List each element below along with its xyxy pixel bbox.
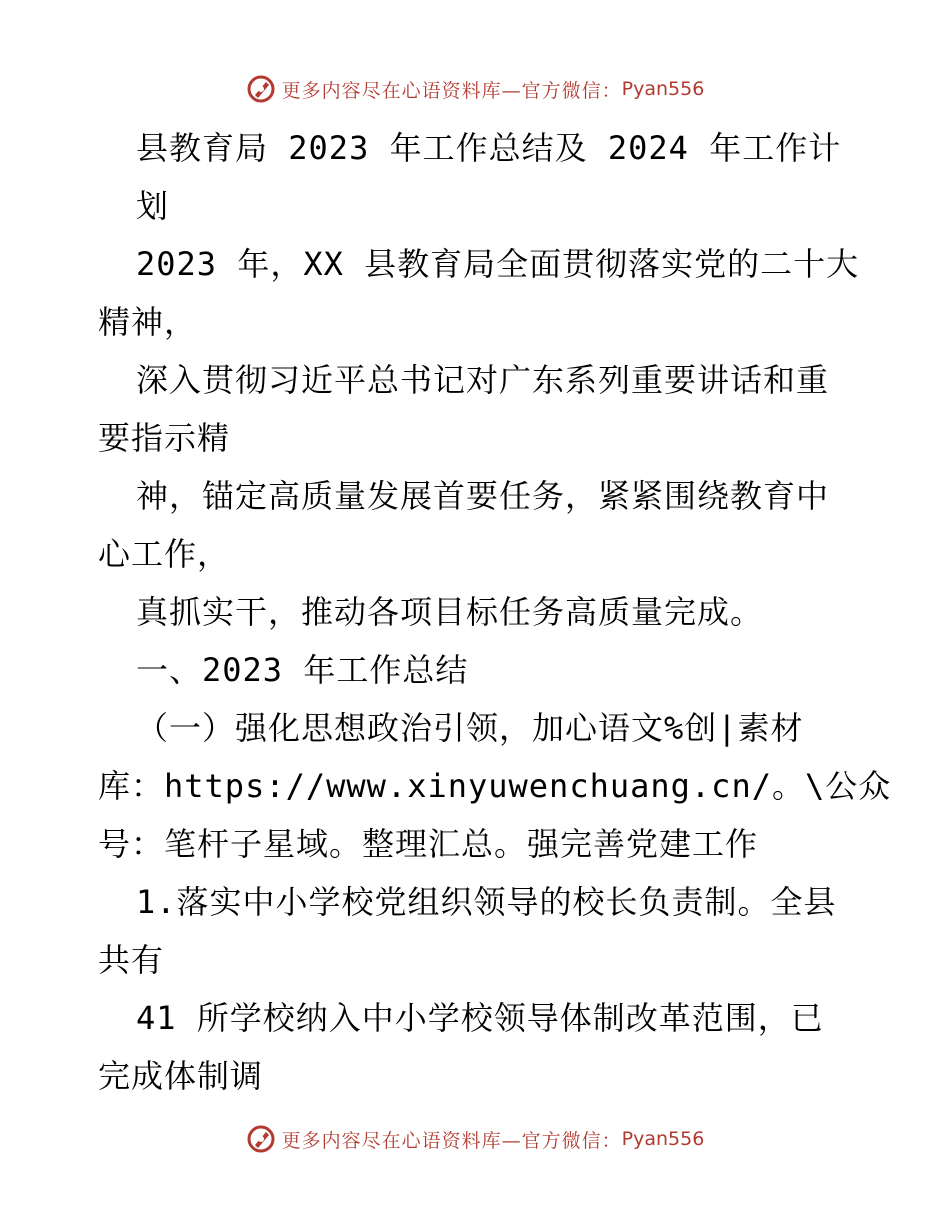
paragraph-line: 号：笔杆子星域。整理汇总。强完善党建工作	[98, 825, 759, 863]
paragraph-line: 完成体制调	[98, 1057, 264, 1095]
watermark-text: 更多内容尽在心语资料库—官方微信：	[281, 1129, 622, 1152]
doc-title-line: 县教育局 2023 年工作总结及 2024 年工作计	[136, 129, 842, 167]
doc-title-line: 划	[136, 187, 170, 225]
pen-circle-logo-icon	[246, 1124, 276, 1154]
subsection-heading: （一）强化思想政治引领，加心语文%创|素材	[136, 709, 804, 747]
paragraph-line: 深入贯彻习近平总书记对广东系列重要讲话和重	[136, 361, 830, 399]
paragraph-line: 真抓实干，推动各项目标任务高质量完成。	[136, 593, 764, 631]
watermark-contact: Pyan556	[621, 78, 705, 100]
paragraph-line: 1.落实中小学校党组织领导的校长负责制。全县	[136, 883, 837, 921]
paragraph-line: 共有	[98, 941, 165, 979]
paragraph-line: 要指示精	[98, 419, 231, 457]
paragraph-line: 心工作，	[98, 535, 231, 573]
section-heading: 一、2023 年工作总结	[136, 651, 469, 689]
paragraph-line: 神，锚定高质量发展首要任务，紧紧围绕教育中	[136, 477, 830, 515]
watermark-contact: Pyan556	[621, 1128, 705, 1150]
paragraph-line: 41 所学校纳入中小学校领导体制改革范围，已	[136, 999, 824, 1037]
watermark-text: 更多内容尽在心语资料库—官方微信：	[281, 79, 622, 102]
paragraph-line: 精神，	[98, 303, 198, 341]
watermark-banner-bottom	[0, 1119, 950, 1159]
paragraph-line: 2023 年，XX 县教育局全面贯彻落实党的二十大	[136, 245, 860, 283]
paragraph-line: 库：https://www.xinyuwenchuang.cn/。\公众	[98, 767, 892, 805]
